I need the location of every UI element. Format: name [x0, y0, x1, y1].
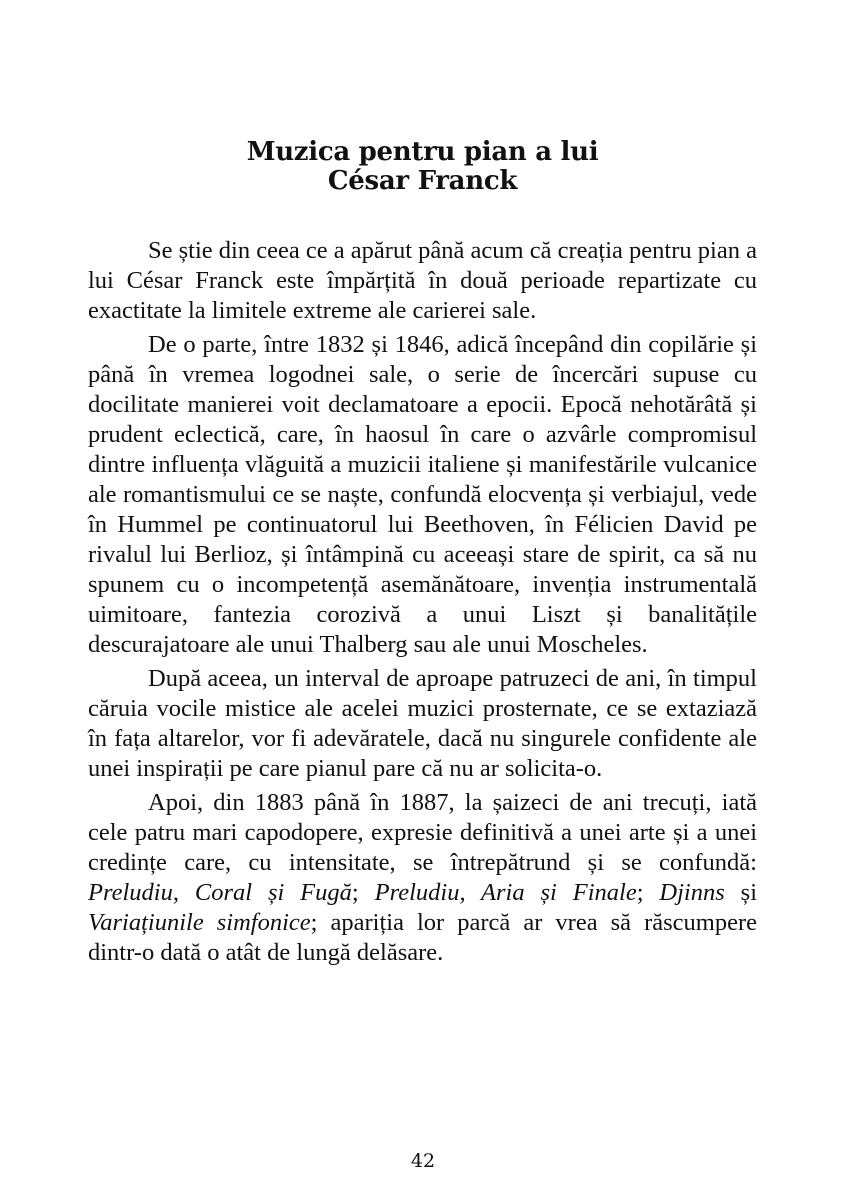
work-title-variatiunile-simfonice: Variațiunile simfonice: [88, 909, 311, 936]
chapter-title-line-1: Muzica pentru pian a lui: [246, 137, 599, 167]
paragraph-4-text-end: ; apariția lor parcă ar vrea să răscumpere dintr-o dată o atât de lungă delăsare.: [88, 909, 757, 966]
paragraph-2: De o parte, între 1832 și 1846, adică începând din copilărie și până în vremea logodnei sale, o serie de încercări supuse cu docilitate manierei voit declamatoare a epocii. Epocă nehotărâtă și prudent eclectică, care, în haosul în care o azvârle compromisul dintre influența vlăguită a muzicii italiene și manifestările vulcanice ale romantismului ce se naște, confundă elocvența și verbiajul, vede în Hummel pe continuatorul lui Beethoven, în Félicien David pe rivalul lui Berlioz, și întâmpină cu aceeași stare de spirit, ca să nu spunem cu o incompetență asemănătoare, invenția instrumentală uimitoare, fantezia corozivă a unui Liszt și banalitățile descurajatoare ale unui Thalberg sau ale unui Moscheles.: [88, 331, 757, 658]
chapter-title: [88, 138, 757, 196]
chapter-title-line-2: César Franck: [327, 166, 518, 196]
page-number: 42: [410, 1150, 436, 1172]
separator: ;: [636, 879, 660, 906]
work-title-preludiu-aria-finale: Preludiu, Aria și Finale: [374, 879, 637, 906]
work-title-preludiu-coral-fuga: Preludiu, Coral și Fugă: [88, 879, 352, 906]
paragraph-3: După aceea, un interval de aproape patruzeci de ani, în timpul căruia vocile mistice ale acelei muzici prosternate, ce se extaziază în fața altarelor, vor fi adevăratele, dacă nu singurele confidente ale unei inspirații pe care pianul pare că nu ar solicita-o.: [88, 665, 757, 782]
page-body: [88, 138, 757, 972]
paragraph-1: Se știe din ceea ce a apărut până acum că creația pentru pian a lui César Franck este împărțită în două perioade repartizate cu exactitate la limitele extreme ale carierei sale.: [88, 237, 757, 324]
paragraph-4-text: Apoi, din 1883 până în 1887, la șaizeci de ani trecuți, iată cele patru mari capodopere, expresie definitivă a unei arte și a unei credințe care, cu intensitate, se întrepătrund și se confundă:: [88, 789, 757, 876]
separator: ;: [351, 879, 375, 906]
conjunction: și: [724, 879, 758, 906]
work-title-djinns: Djinns: [659, 879, 725, 906]
paragraph-4: [88, 788, 757, 968]
